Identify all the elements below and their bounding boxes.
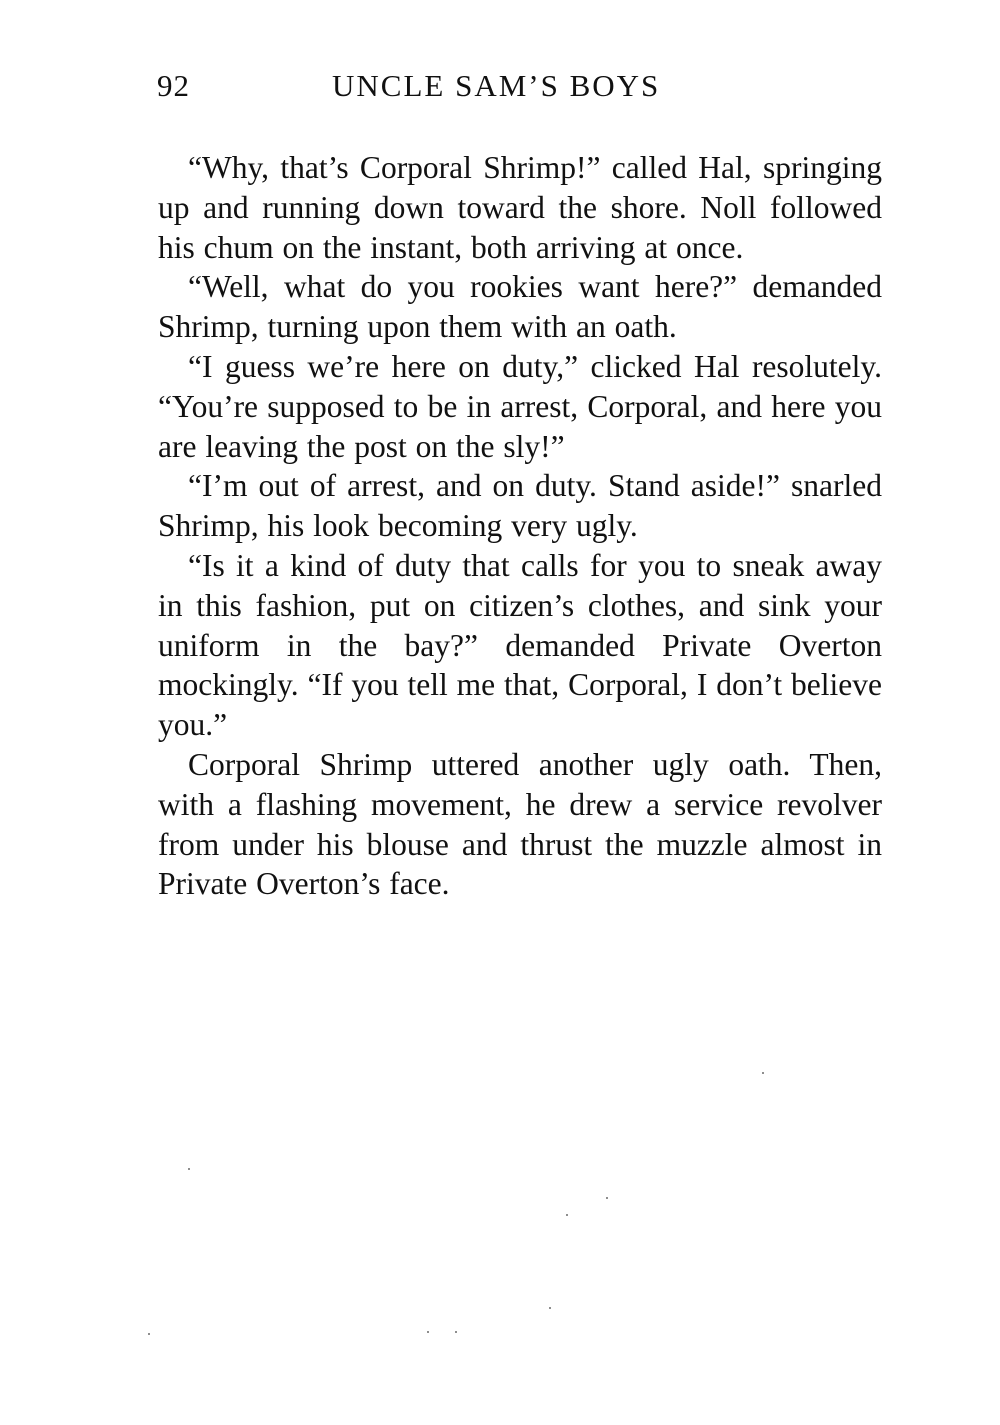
paragraph-4: “I’m out of arrest, and on duty. Stand aside!” snarled Shrimp, his look becoming very ugly. [158,468,882,544]
scan-speck [427,1331,429,1333]
body-text [158,148,882,904]
scan-speck [188,1168,190,1170]
scan-speck [762,1072,764,1074]
scan-speck [148,1333,150,1335]
paragraph-1: “Why, that’s Corporal Shrimp!” called Hal, springing up and running down toward the shore. Noll followed his chum on the instant, both arriving at once. [158,150,882,265]
page-number: 92 [157,68,190,103]
running-title: UNCLE SAM’S BOYS [332,68,661,103]
paragraph-3: “I guess we’re here on duty,” clicked Hal resolutely. “You’re supposed to be in arrest, Corporal, and here you are leaving the post on the sly!” [158,348,882,464]
paragraph-6: Corporal Shrimp uttered another ugly oath. Then, with a flashing movement, he drew a service revolver from under his blouse and thrust the muzzle almost in Private Overton’s face. [158,746,882,902]
scan-speck [549,1307,551,1309]
paragraph-2: “Well, what do you rookies want here?” demanded Shrimp, turning upon them with an oath. [158,269,882,345]
scan-speck [606,1197,608,1199]
page-header [157,62,717,112]
scan-speck [455,1331,457,1333]
paragraph-5: “Is it a kind of duty that calls for you to sneak away in this fashion, put on citizen’s clothes, and sink your uniform in the bay?” demanded Private Overton mockingly. “If you tell me that, Corporal, I don’t believe you.” [158,547,882,743]
scan-speck [566,1214,568,1216]
